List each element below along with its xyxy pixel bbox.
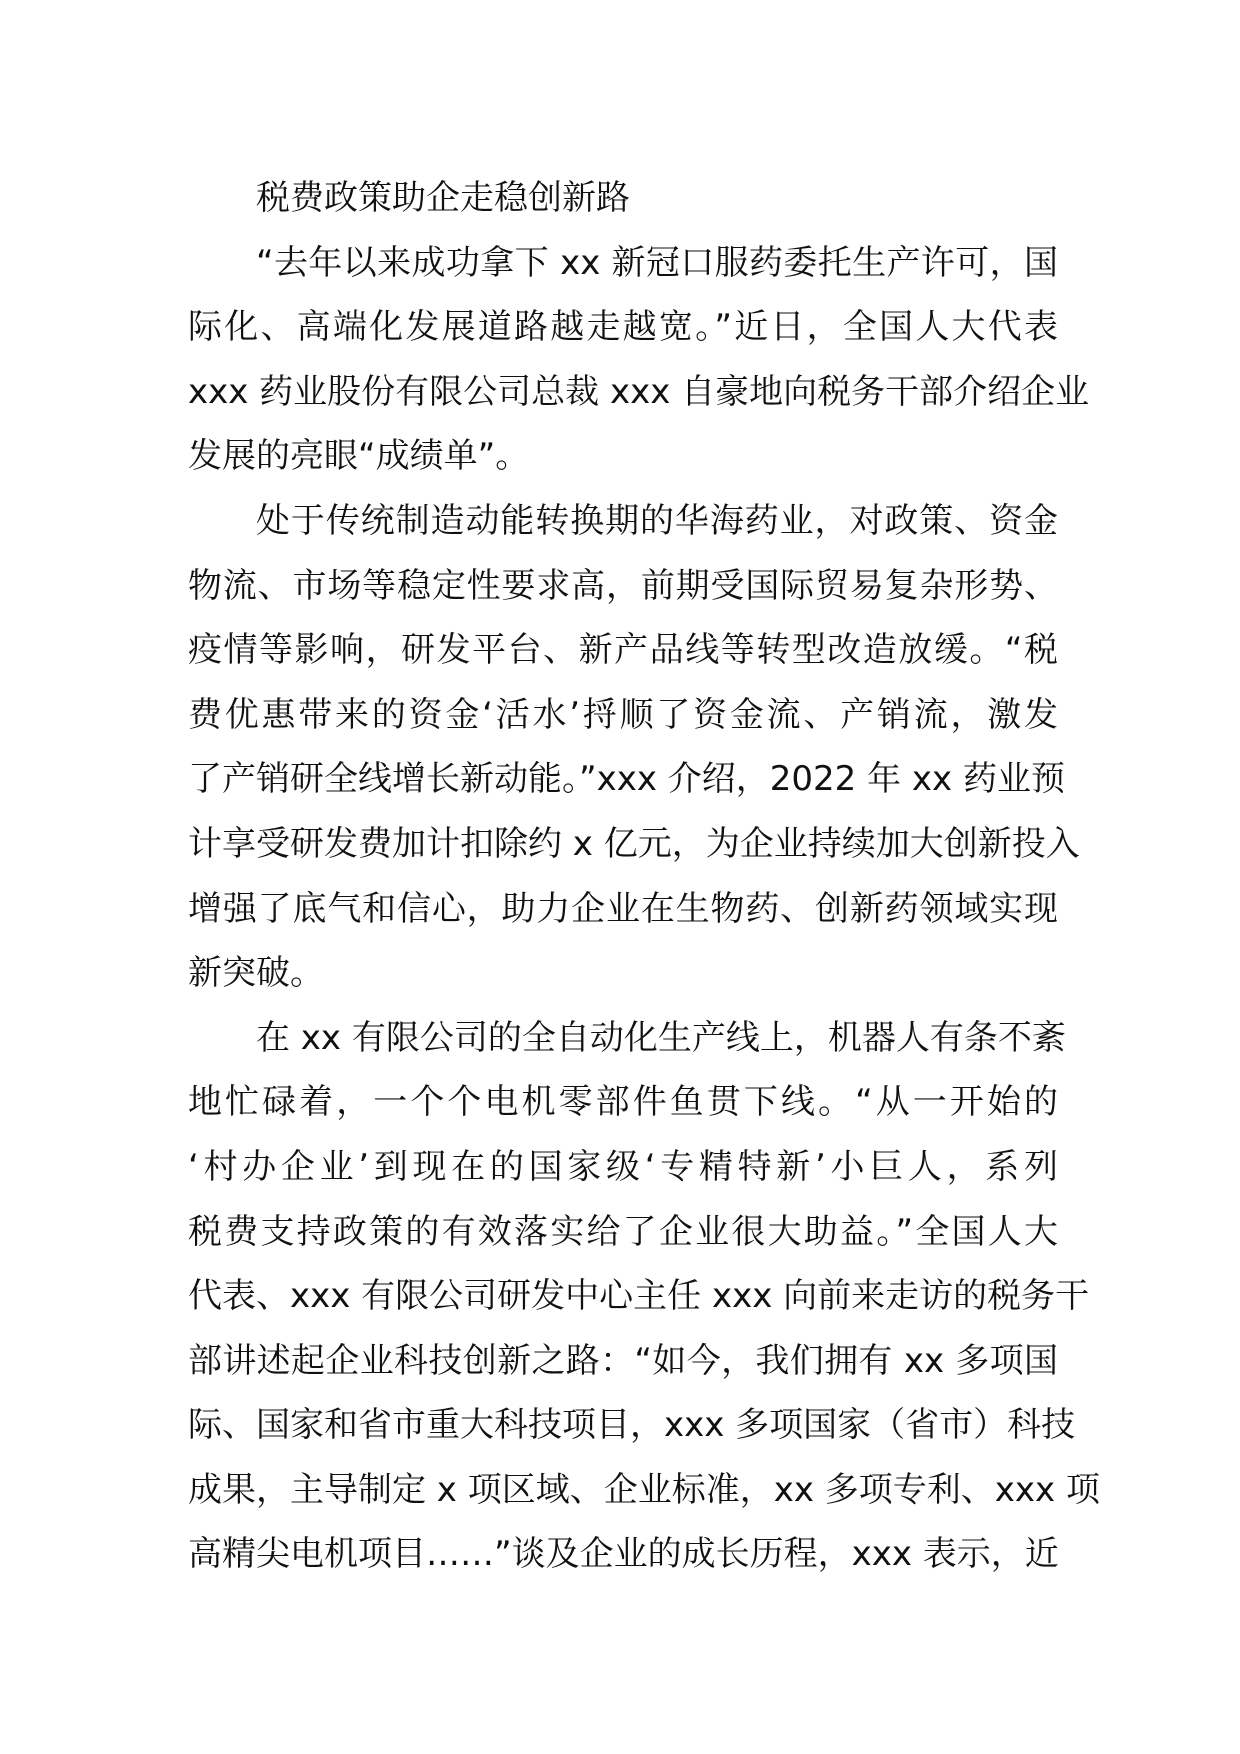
paragraph-1	[188, 231, 1090, 489]
document-body	[188, 166, 1100, 1587]
text-line: ‘村办企业’到现在的国家级‘专精特新’小巨人，系列	[188, 1146, 1058, 1187]
text-line: 了产销研全线增长新动能。”xxx 介绍，2022 年 xx 药业预	[188, 759, 1065, 800]
text-line: 际、国家和省市重大科技项目，xxx 多项国家（省市）科技	[188, 1405, 1076, 1446]
paragraph-3	[188, 1006, 1100, 1587]
text-line: 部讲述起企业科技创新之路：“如今，我们拥有 xx 多项国	[188, 1340, 1058, 1381]
text-line: 代表、xxx 有限公司研发中心主任 xxx 向前来走访的税务干	[188, 1276, 1090, 1317]
text-line: 发展的亮眼“成绩单”。	[188, 436, 530, 477]
text-line: 增强了底气和信心，助力企业在生物药、创新药领域实现	[188, 888, 1058, 929]
text-line: 疫情等影响，研发平台、新产品线等转型改造放缓。“税	[188, 630, 1058, 671]
document-title: 税费政策助企走稳创新路	[256, 178, 630, 218]
text-line: 际化、高端化发展道路越走越宽。”近日，全国人大代表	[188, 307, 1058, 348]
text-line: 新突破。	[188, 953, 324, 994]
text-line: 计享受研发费加计扣除约 x 亿元，为企业持续加大创新投入	[188, 823, 1080, 864]
text-line: 处于传统制造动能转换期的华海药业，对政策、资金	[256, 500, 1058, 541]
text-line: 物流、市场等稳定性要求高，前期受国际贸易复杂形势、	[188, 565, 1058, 606]
text-line: 税费支持政策的有效落实给了企业很大助益。”全国人大	[188, 1211, 1058, 1252]
text-line: 地忙碌着，一个个电机零部件鱼贯下线。“从一开始的	[188, 1082, 1058, 1123]
paragraph-2	[188, 489, 1080, 1006]
text-line: “去年以来成功拿下 xx 新冠口服药委托生产许可，国	[256, 242, 1058, 283]
text-line: 在 xx 有限公司的全自动化生产线上，机器人有条不紊	[256, 1017, 1066, 1058]
text-line: 成果，主导制定 x 项区域、企业标准，xx 多项专利、xxx 项	[188, 1469, 1100, 1510]
text-line: 高精尖电机项目……”谈及企业的成长历程，xxx 表示，近	[188, 1534, 1059, 1575]
text-line: 费优惠带来的资金‘活水’捋顺了资金流、产销流，激发	[188, 694, 1058, 735]
text-line: xxx 药业股份有限公司总裁 xxx 自豪地向税务干部介绍企业	[188, 371, 1090, 412]
